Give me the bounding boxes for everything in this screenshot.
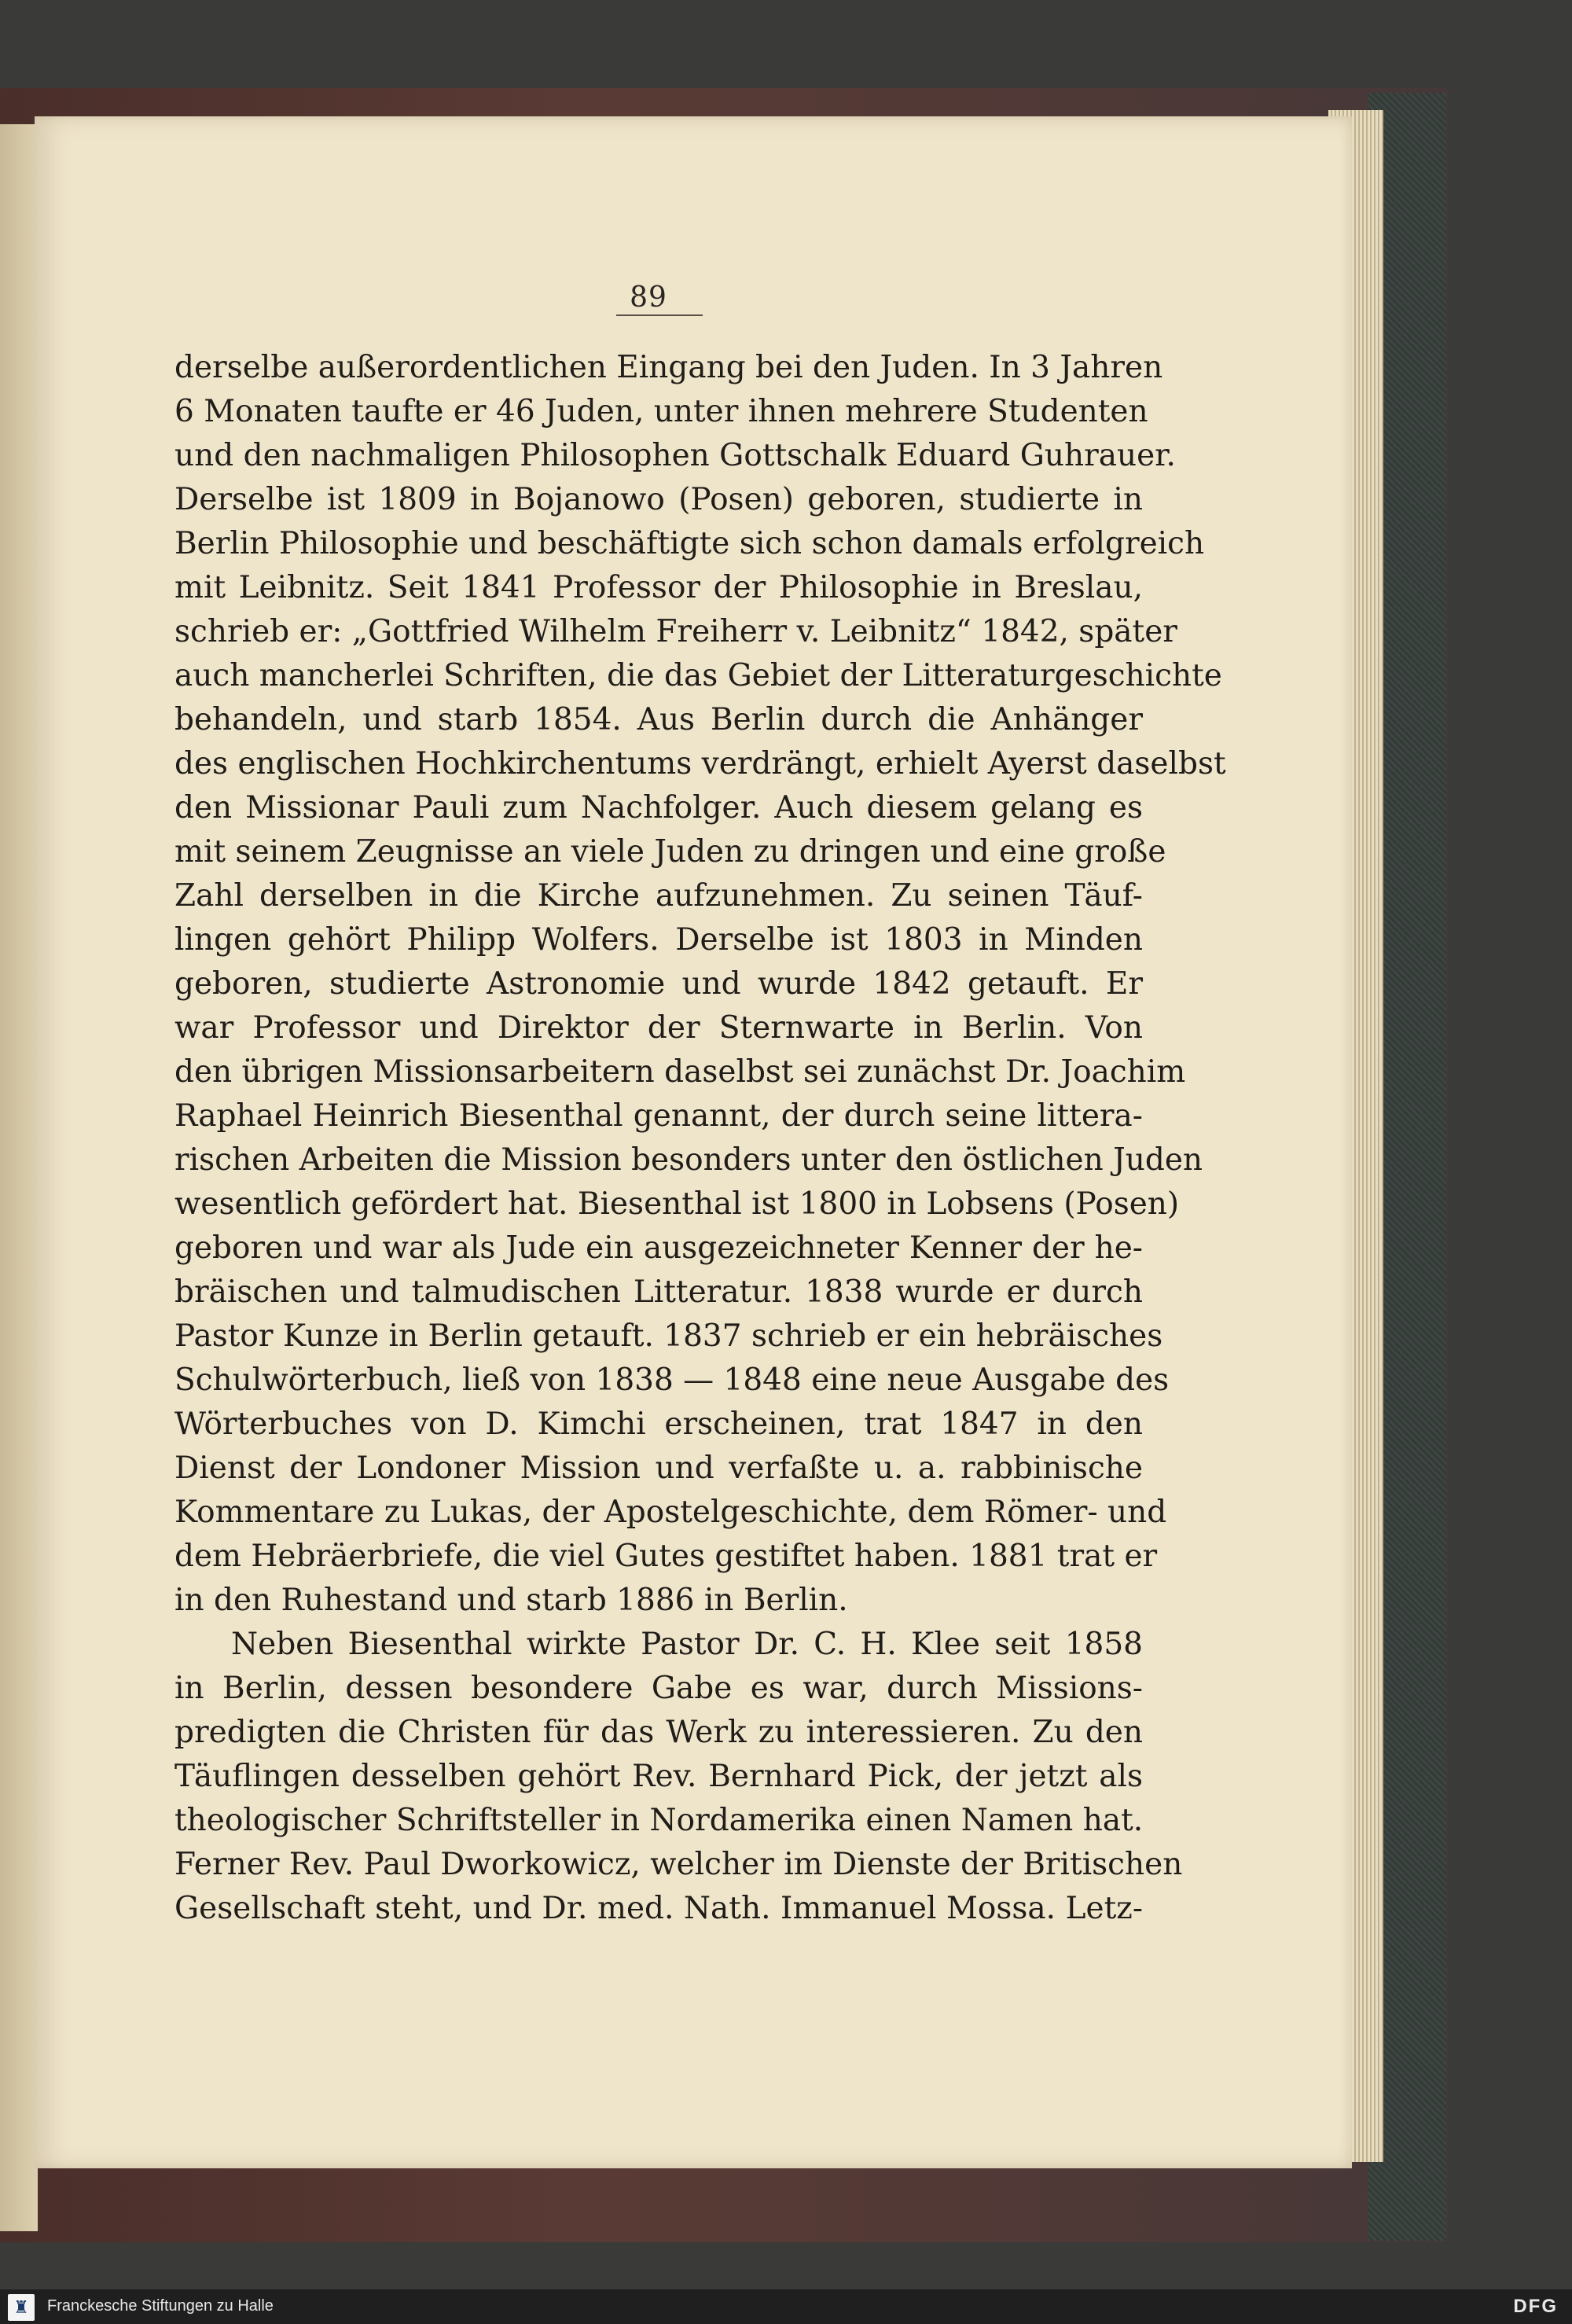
text-line: in Berlin, dessen besondere Gabe es war, durch Missions- bbox=[174, 1671, 1143, 1706]
text-line: auch mancherlei Schriften, die das Gebiet der Litteraturgeschichte bbox=[174, 658, 1222, 693]
text-line: und den nachmaligen Philosophen Gottschalk Eduard Guhrauer. bbox=[174, 438, 1176, 473]
text-line: Neben Biesenthal wirkte Pastor Dr. C. H. Klee seit 1858 bbox=[231, 1627, 1143, 1662]
text-line: war Professor und Direktor der Sternwarte in Berlin. Von bbox=[174, 1010, 1143, 1046]
text-line: geboren und war als Jude ein ausgezeichneter Kenner der he- bbox=[174, 1230, 1143, 1266]
text-line: theologischer Schriftsteller in Nordamerika einen Namen hat. bbox=[174, 1803, 1144, 1838]
text-line: Derselbe ist 1809 in Bojanowo (Posen) geboren, studierte in bbox=[174, 482, 1143, 517]
text-line: den übrigen Missionsarbeitern daselbst sei zunächst Dr. Joachim bbox=[174, 1054, 1186, 1090]
text-line: bräischen und talmudischen Litteratur. 1838 wurde er durch bbox=[174, 1274, 1143, 1310]
text-line: mit Leibnitz. Seit 1841 Professor der Philosophie in Breslau, bbox=[174, 570, 1143, 605]
text-line: in den Ruhestand und starb 1886 in Berlin. bbox=[174, 1583, 848, 1618]
text-line: Zahl derselben in die Kirche aufzunehmen. Zu seinen Täuf- bbox=[174, 878, 1143, 914]
text-line: schrieb er: „Gottfried Wilhelm Freiherr v. Leibnitz“ 1842, später bbox=[174, 614, 1177, 649]
dfg-logo: DFG bbox=[1513, 2296, 1558, 2317]
institution-name: Franckesche Stiftungen zu Halle bbox=[47, 2297, 274, 2315]
text-line: predigten die Christen für das Werk zu interessieren. Zu den bbox=[174, 1715, 1143, 1750]
text-line: derselbe außerordentlichen Eingang bei den Juden. In 3 Jahren bbox=[174, 350, 1163, 385]
text-line: 6 Monaten taufte er 46 Juden, unter ihnen mehrere Studenten bbox=[174, 394, 1148, 429]
text-block bbox=[174, 346, 1226, 1931]
text-line: dem Hebräerbriefe, die viel Gutes gestiftet haben. 1881 trat er bbox=[174, 1539, 1158, 1574]
text-line: Gesellschaft steht, und Dr. med. Nath. Immanuel Mossa. Letz- bbox=[174, 1891, 1143, 1926]
text-line: des englischen Hochkirchentums verdrängt, erhielt Ayerst daselbst bbox=[174, 746, 1226, 781]
text-line: Berlin Philosophie und beschäftigte sich schon damals erfolgreich bbox=[174, 526, 1205, 561]
text-line: lingen gehört Philipp Wolfers. Derselbe ist 1803 in Minden bbox=[174, 922, 1143, 958]
text-line: Wörterbuches von D. Kimchi erscheinen, trat 1847 in den bbox=[174, 1407, 1143, 1442]
text-line: wesentlich gefördert hat. Biesenthal ist 1800 in Lobsens (Posen) bbox=[174, 1186, 1180, 1222]
footer-bar bbox=[0, 2289, 1572, 2324]
text-line: Kommentare zu Lukas, der Apostelgeschichte, dem Römer- und bbox=[174, 1495, 1167, 1530]
text-line: Schulwörterbuch, ließ von 1838 — 1848 eine neue Ausgabe des bbox=[174, 1362, 1170, 1398]
text-line: rischen Arbeiten die Mission besonders unter den östlichen Juden bbox=[174, 1142, 1203, 1178]
page-number: 89 bbox=[630, 281, 667, 314]
text-line: geboren, studierte Astronomie und wurde 1842 getauft. Er bbox=[174, 966, 1143, 1002]
text-line: Pastor Kunze in Berlin getauft. 1837 schrieb er ein hebräisches bbox=[174, 1318, 1163, 1354]
institution-logo-icon: ♜ bbox=[8, 2294, 35, 2321]
text-line: mit seinem Zeugnisse an viele Juden zu dringen und eine große bbox=[174, 834, 1166, 870]
left-page-edge bbox=[0, 124, 38, 2231]
text-line: Ferner Rev. Paul Dworkowicz, welcher im Dienste der Britischen bbox=[174, 1847, 1183, 1882]
text-line: Dienst der Londoner Mission und verfaßte u. a. rabbinische bbox=[174, 1451, 1143, 1486]
text-line: Raphael Heinrich Biesenthal genannt, der durch seine littera- bbox=[174, 1098, 1143, 1134]
text-line: Täuflingen desselben gehört Rev. Bernhard Pick, der jetzt als bbox=[174, 1759, 1143, 1794]
text-line: den Missionar Pauli zum Nachfolger. Auch diesem gelang es bbox=[174, 790, 1143, 826]
page-number-rule bbox=[616, 314, 703, 316]
text-line: behandeln, und starb 1854. Aus Berlin durch die Anhänger bbox=[174, 702, 1143, 737]
